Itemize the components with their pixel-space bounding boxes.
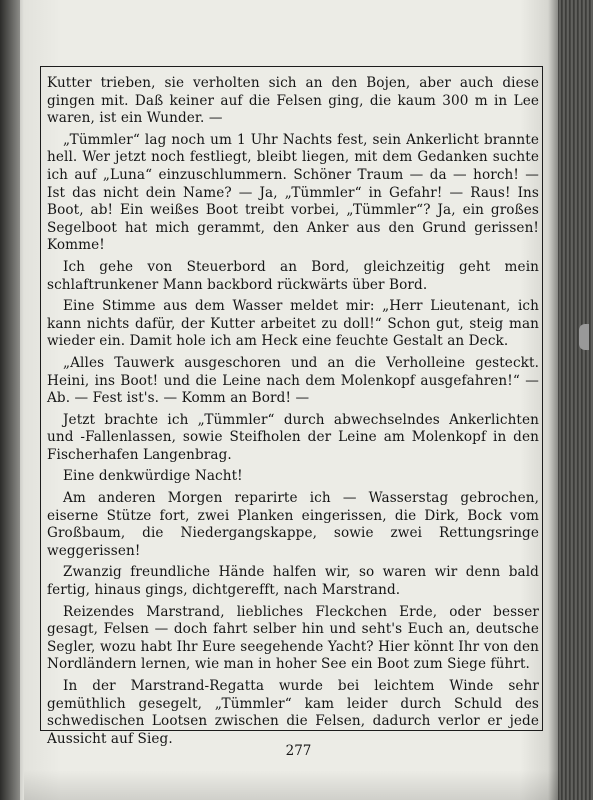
book-gutter <box>0 0 20 800</box>
paragraph-3: Ich gehe von Steuerbord an Bord, gleichzeitig geht mein schlaftrunkener Mann backbord rückwärts über Bord. <box>47 258 539 293</box>
paragraph-5: „Alles Tauwerk ausgeschoren und an die Verholleine gesteckt. Heini, ins Boot! und die Leine nach dem Molenkopf ausgefahren!“ — Ab. — Fest ist's. — Komm an Bord! — <box>47 354 539 407</box>
page-body-text <box>47 75 539 752</box>
book-clip <box>579 324 589 350</box>
paragraph-9: Zwanzig freundliche Hände halfen wir, so waren wir denn bald fertig, hinaus gings, dichtgerefft, nach Marstrand. <box>47 564 539 599</box>
paragraph-4: Eine Stimme aus dem Wasser meldet mir: „Herr Lieutenant, ich kann nichts dafür, der Kutter arbeitet zu doll!“ Schon gut, steig man wieder ein. Damit hole ich am Heck eine feuchte Gestalt an Deck. <box>47 298 539 350</box>
paragraph-7: Eine denkwürdige Nacht! <box>63 468 243 485</box>
paragraph-6: Jetzt brachte ich „Tümmler“ durch abwechselndes Ankerlichten und -Fallenlassen, sowie Steifholen der Leine am Molenkopf in den Fischerhafen Langenbrag. <box>47 411 539 463</box>
paragraph-10: Reizendes Marstrand, liebliches Fleckchen Erde, oder besser gesagt, Felsen — doch fahrt selber hin und seht's Euch an, deutsche Segler, wozu habt Ihr Eure seegehende Yacht? Hier könnt Ihr von den Nordländern lernen, wie man in hoher See ein Boot zum Siege führt. <box>47 603 539 673</box>
book-page-edges <box>558 0 593 800</box>
page-number: 277 <box>285 743 312 759</box>
paragraph-11: In der Marstrand-Regatta wurde bei leichtem Winde sehr gemüthlich gesegelt, „Tümmler“ kam leider durch Schuld des schwedischen Lootsen zwischen die Felsen, dadurch verlor er jede Aussicht auf Sieg. <box>47 678 539 747</box>
page-bottom-shadow <box>24 770 560 800</box>
paragraph-8: Am anderen Morgen reparirte ich — Wasserstag gebrochen, eiserne Stütze fort, zwei Planken eingerissen, die Dirk, Bock vom Großbaum, die Niedergangskappe, sowie zwei Rettungsringe weggerissen! <box>47 490 539 559</box>
paragraph-1: Kutter trieben, sie verholten sich an den Bojen, aber auch diese gingen mit. Daß keiner auf die Felsen ging, die kaum 300 m in Lee waren, ist ein Wunder. — <box>47 75 539 127</box>
paragraph-2: „Tümmler“ lag noch um 1 Uhr Nachts fest, sein Ankerlicht brannte hell. Wer jetzt noch festliegt, bleibt liegen, mit dem Gedanken suchte ich auf „Luna“ einzuschlummern. Schöner Traum — da — horch! — Ist das nicht dein Name? — Ja, „Tümmler“ in Gefahr! — Raus! Ins Boot, ab! Ein weißes Boot treibt vorbei, „Tümmler“? Ja, ein großes Segelboot hat mich gerammt, den Anker aus den Grund gerissen! Komme! <box>47 131 539 254</box>
